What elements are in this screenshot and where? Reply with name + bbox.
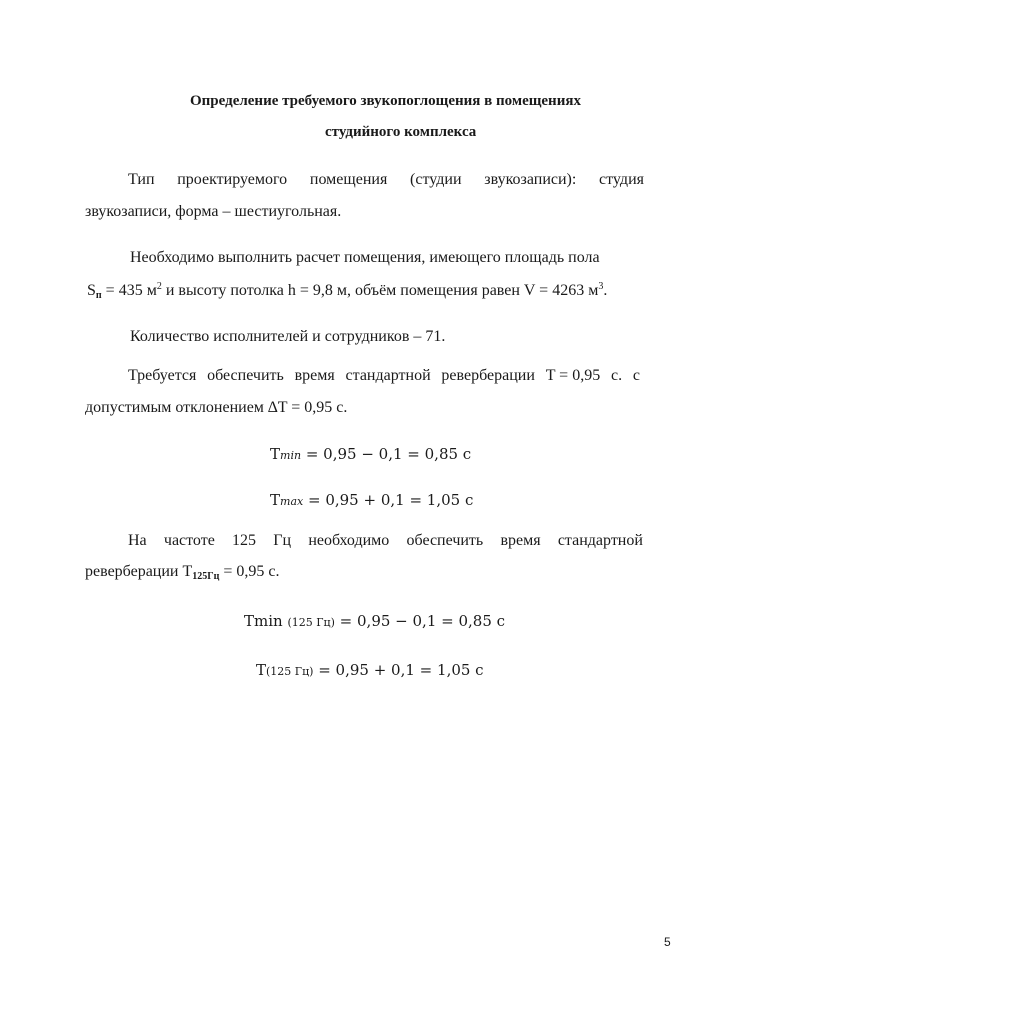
word: с. [610, 367, 623, 384]
title-line-1: Определение требуемого звукопоглощения в помещениях [190, 93, 581, 109]
equation-symbol: T [270, 445, 281, 463]
word: стандартной [345, 367, 431, 384]
word: помещения [309, 171, 388, 188]
word: необходимо [308, 532, 390, 549]
word: реверберации [441, 367, 535, 384]
word: время [294, 367, 335, 384]
word: стандартной [557, 532, 643, 549]
word: Требуется [128, 367, 197, 384]
equation-subscript: min [280, 449, 302, 462]
equation-value: = 0,95 − 0,1 = 0,85 с [301, 445, 472, 463]
equation-value: = 0,95 − 0,1 = 0,85 с [334, 612, 506, 630]
word: время [500, 532, 541, 549]
area-subscript: п [95, 290, 102, 301]
word: частоте [163, 532, 215, 549]
frequency-subscript: 125Гц [192, 571, 220, 582]
paragraph-3: Количество исполнителей и сотрудников – 71. [130, 328, 446, 345]
equation-value: = 0,95 + 0,1 = 1,05 с [303, 491, 474, 509]
word: обеспечить [406, 532, 484, 549]
area-value: = 435 м [101, 282, 157, 299]
area-unit-exponent: 2 [156, 281, 162, 292]
equation-symbol: T [270, 491, 281, 509]
page-number: 5 [664, 935, 671, 949]
word: Тип [128, 171, 155, 188]
word: На [128, 532, 147, 549]
equation-t-max [270, 490, 473, 512]
equation-subscript: (125 Гц) [266, 665, 314, 678]
equation-subscript: max [280, 495, 304, 508]
equation-symbol: T [256, 661, 267, 679]
word: с [632, 367, 640, 384]
title-line-2: студийного комплекса [325, 124, 477, 140]
equation-t-125 [256, 660, 484, 682]
paragraph-1-line-1 [128, 170, 644, 190]
equation-t-min-125 [244, 611, 505, 633]
height-volume-text: и высоту потолка h = 9,8 м, объём помещения равен V = 4263 м [161, 282, 599, 299]
word: 125 [232, 532, 257, 549]
word: T = 0,95 [545, 367, 601, 384]
area-symbol: S [87, 282, 96, 299]
word: обеспечить [207, 367, 284, 384]
reverb-text: реверберации T [85, 563, 193, 580]
paragraph-4-line-1 [128, 366, 640, 386]
word: студия [599, 171, 644, 188]
paragraph-5-line-2 [85, 562, 280, 582]
equation-subscript: (125 Гц) [287, 616, 335, 629]
equation-t-min [270, 444, 471, 466]
volume-unit-exponent: 3 [598, 281, 604, 292]
word: Гц [273, 532, 292, 549]
equation-symbol: Tmin [244, 612, 283, 630]
paragraph-1-line-2: звукозаписи, форма – шестиугольная. [85, 203, 342, 220]
paragraph-4-line-2: допустимым отклонением ∆T = 0,95 с. [85, 399, 348, 416]
paragraph-5-line-1 [128, 531, 643, 551]
equation-value: = 0,95 + 0,1 = 1,05 с [313, 661, 484, 679]
word: звукозаписи): [484, 171, 577, 188]
reverb-value: = 0,95 с. [219, 563, 280, 580]
word: (студии [410, 171, 462, 188]
word: проектируемого [177, 171, 288, 188]
paragraph-2-line-2 [87, 281, 607, 301]
paragraph-2-line-1: Необходимо выполнить расчет помещения, имеющего площадь пола [130, 249, 600, 266]
sentence-end: . [603, 282, 608, 299]
